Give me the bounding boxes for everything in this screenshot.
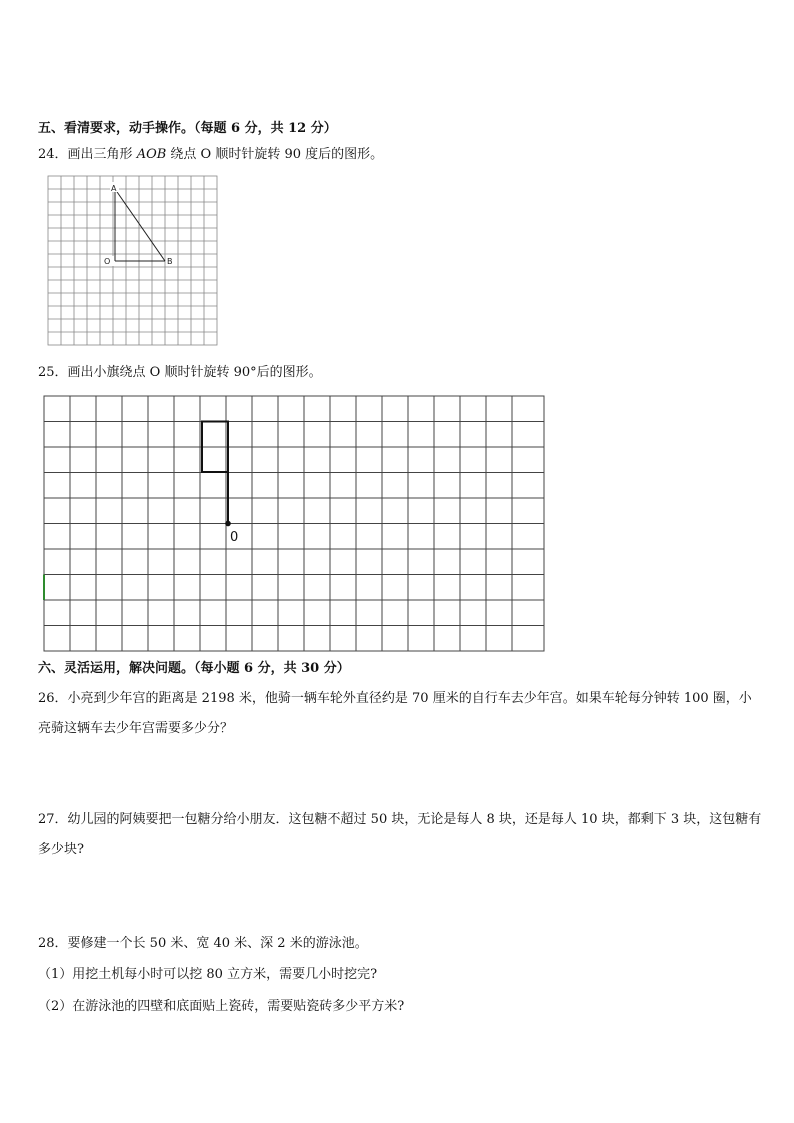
rotation-point-o [225, 521, 231, 527]
q25-grid-figure [42, 394, 546, 654]
vertex-o-label: O [104, 257, 111, 266]
question-24-prefix: 24．画出三角形 [38, 147, 137, 162]
vertex-a-label: A [111, 184, 117, 193]
question-26: 26．小亮到少年宫的距离是 2198 米，他骑一辆车轮外直径约是 70 厘米的自行车去少年宫。如果车轮每分钟转 100 圈，小亮骑这辆车去少年宫需要多少分？ [38, 691, 752, 736]
triangle-aob [115, 189, 165, 261]
vertex-b-label: B [167, 257, 173, 266]
question-27: 27．幼儿园的阿姨要把一包糖分给小朋友．这包糖不超过 50 块，无论是每人 8 块，还是每人 10 块，都剩下 3 块，这包糖有多少块? [38, 812, 762, 857]
q24-grid-figure [46, 174, 220, 348]
section-five-title: 五、看清要求，动手操作。（每题 6 分，共 12 分） [38, 121, 337, 136]
question-28-part-1: （1）用挖土机每小时可以挖 80 立方米，需要几小时挖完? [38, 967, 378, 982]
small-flag [202, 422, 228, 524]
question-28: 28．要修建一个长 50 米、宽 40 米、深 2 米的游泳池。 [38, 936, 368, 951]
question-24 [38, 146, 764, 164]
q25-grid [44, 396, 544, 651]
question-24-triangle-name: AOB [136, 147, 167, 162]
question-24-suffix: 绕点 O 顺时针旋转 90 度后的图形。 [166, 147, 384, 162]
point-o-label: 0 [230, 530, 239, 545]
section-six-title: 六、灵活运用，解决问题。（每小题 6 分，共 30 分） [38, 661, 350, 676]
question-28-part-2: （2）在游泳池的四壁和底面贴上瓷砖，需要贴瓷砖多少平方米? [38, 999, 405, 1014]
question-25: 25．画出小旗绕点 O 顺时针旋转 90°后的图形。 [38, 365, 322, 380]
